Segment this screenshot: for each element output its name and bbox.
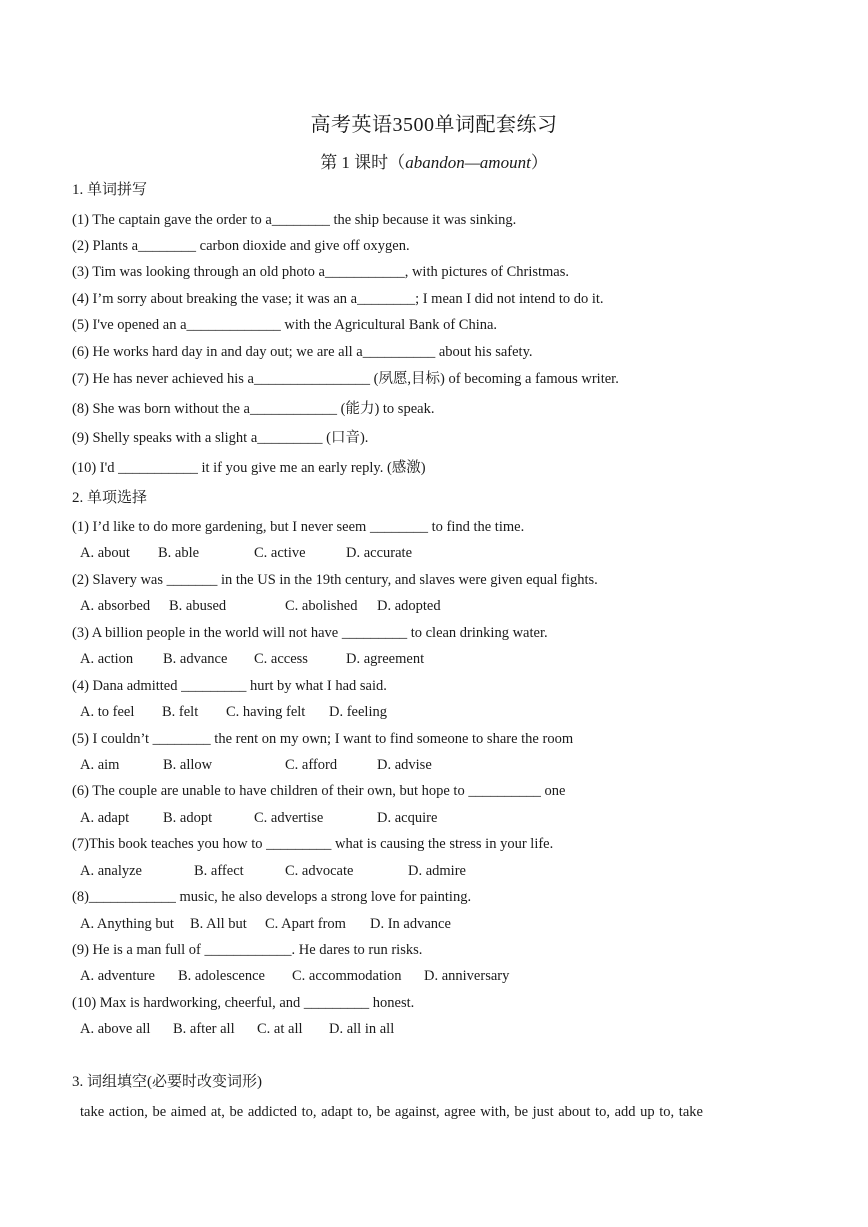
question-8-stem: (8)____________ music, he also develops a strong love for painting. [72, 889, 472, 905]
question-6-options [80, 808, 437, 828]
option: D. anniversary [424, 968, 510, 984]
spelling-item-5: (5) I've opened an a_____________ with the Agricultural Bank of China. [72, 317, 498, 333]
section2-heading: 2. 单项选择 [72, 490, 148, 506]
spelling-item-1: (1) The captain gave the order to a________ the ship because it was sinking. [72, 212, 517, 228]
option: B. abused [169, 598, 227, 614]
option: B. affect [194, 863, 244, 879]
option: C. advertise [254, 810, 324, 826]
option: A. about [80, 545, 130, 561]
option: B. after all [173, 1021, 235, 1037]
lesson-subtitle [0, 148, 868, 173]
question-1-stem: (1) I’d like to do more gardening, but I never seem ________ to find the time. [72, 519, 525, 535]
option: B. advance [163, 651, 228, 667]
option: C. afford [285, 757, 338, 773]
spelling-item-8: (8) She was born without the a____________ (能力) to speak. [72, 401, 435, 417]
section3-heading: 3. 词组填空(必要时改变词形) [72, 1074, 262, 1090]
option: B. adolescence [178, 968, 265, 984]
option: B. able [158, 545, 200, 561]
option: A. above all [80, 1021, 151, 1037]
spelling-item-6: (6) He works hard day in and day out; we are all a__________ about his safety. [72, 344, 533, 360]
option: C. accommodation [292, 968, 402, 984]
option: C. abolished [285, 598, 358, 614]
option: B. All but [190, 916, 247, 932]
question-4-stem: (4) Dana admitted _________ hurt by what I had said. [72, 678, 387, 694]
question-7-stem: (7)This book teaches you how to _________ what is causing the stress in your life. [72, 836, 554, 852]
option: A. adventure [80, 968, 155, 984]
question-8-options [80, 914, 451, 934]
question-4-options [80, 702, 387, 722]
spelling-item-10: (10) I'd ___________ it if you give me an early reply. (感激) [72, 460, 426, 476]
option: D. acquire [377, 810, 438, 826]
page-title: 高考英语3500单词配套练习 [310, 114, 558, 136]
option: A. action [80, 651, 134, 667]
question-9-options [80, 966, 509, 986]
option: C. at all [257, 1021, 303, 1037]
option: C. active [254, 545, 306, 561]
option: C. access [254, 651, 308, 667]
option: A. aim [80, 757, 120, 773]
subtitle-range: abandon—amount [405, 153, 531, 172]
option: A. to feel [80, 704, 135, 720]
option: D. admire [408, 863, 466, 879]
question-10-options [80, 1019, 394, 1039]
question-7-options [80, 861, 466, 881]
question-5-options [80, 755, 432, 775]
option: D. In advance [370, 916, 451, 932]
spelling-item-4: (4) I’m sorry about breaking the vase; it was an a________; I mean I did not intend to do it. [72, 291, 604, 307]
spelling-item-3: (3) Tim was looking through an old photo a___________, with pictures of Christmas. [72, 264, 570, 280]
option: D. all in all [329, 1021, 395, 1037]
option: B. adopt [163, 810, 213, 826]
option: C. having felt [226, 704, 306, 720]
option: A. Anything but [80, 916, 174, 932]
option: A. absorbed [80, 598, 151, 614]
option: A. analyze [80, 863, 142, 879]
subtitle-prefix: 第 1 课时（ [320, 153, 406, 172]
option: D. accurate [346, 545, 413, 561]
question-6-stem: (6) The couple are unable to have children of their own, but hope to __________ one [72, 783, 566, 799]
option: D. advise [377, 757, 432, 773]
option: B. felt [162, 704, 199, 720]
option: D. adopted [377, 598, 441, 614]
subtitle-suffix: ） [530, 153, 548, 172]
option: C. advocate [285, 863, 354, 879]
section1-heading: 1. 单词拼写 [72, 182, 148, 198]
question-3-options [80, 649, 424, 669]
option: A. adapt [80, 810, 130, 826]
option: D. feeling [329, 704, 387, 720]
question-1-options [80, 543, 412, 563]
question-9-stem: (9) He is a man full of ____________. He dares to run risks. [72, 942, 423, 958]
spelling-item-9: (9) Shelly speaks with a slight a_________ (口音). [72, 430, 369, 446]
question-10-stem: (10) Max is hardworking, cheerful, and _________ honest. [72, 995, 415, 1011]
option: B. allow [163, 757, 213, 773]
question-3-stem: (3) A billion people in the world will not have _________ to clean drinking water. [72, 625, 548, 641]
question-2-stem: (2) Slavery was _______ in the US in the 19th century, and slaves were given equal fights. [72, 572, 598, 588]
option: D. agreement [346, 651, 425, 667]
question-2-options [80, 596, 441, 616]
spelling-item-2: (2) Plants a________ carbon dioxide and give off oxygen. [72, 238, 410, 254]
spelling-item-7: (7) He has never achieved his a________________ (夙愿,目标) of becoming a famous writer. [72, 371, 619, 387]
option: C. Apart from [265, 916, 346, 932]
phrase-bank: take action, be aimed at, be addicted to, adapt to, be against, agree with, be just about to, add up to, take [80, 1104, 703, 1120]
question-5-stem: (5) I couldn’t ________ the rent on my own; I want to find someone to share the room [72, 731, 574, 747]
